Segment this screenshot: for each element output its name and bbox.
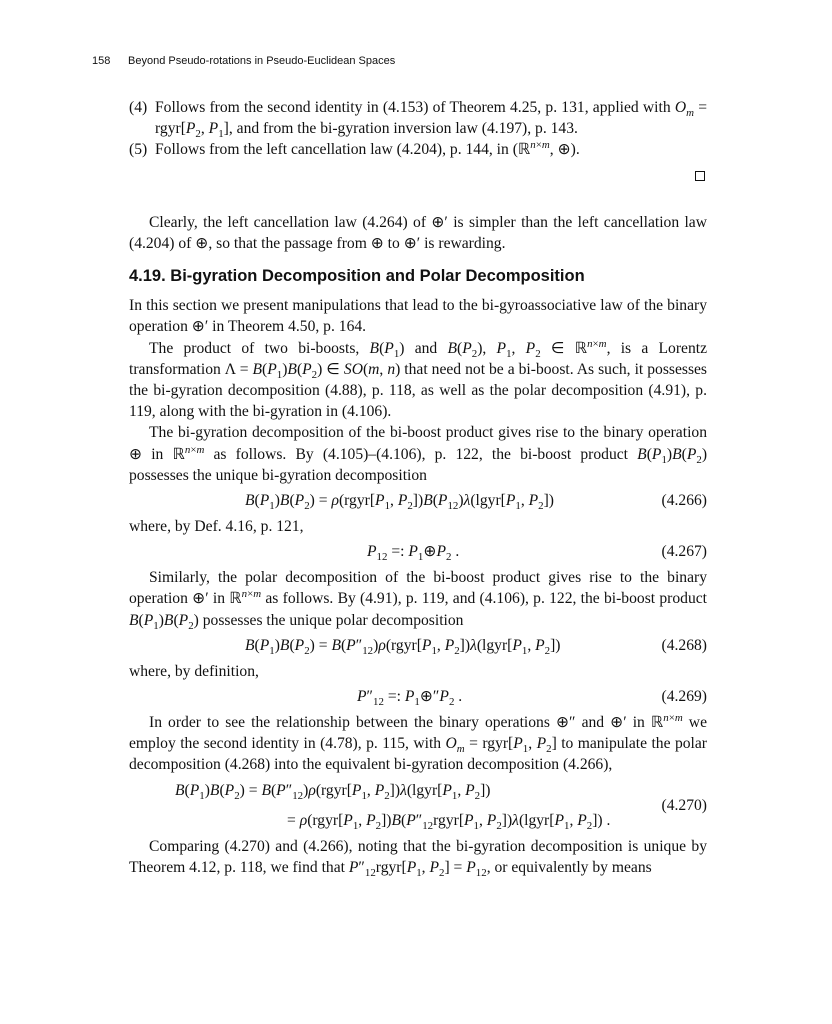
equation-expression: $B(P_1)B(P_2)$ = $B(P''_{12})\rho(rgyr[P_1$, $P_2])\lambda(lgyr[P_1$, $P_2$]) <box>245 636 561 657</box>
proof-item-4: (4) Follows from the second identity in (4.153) of Theorem 4.25, p. 131, applied with $O_m$ = $rgyr[P_2$, $P_1$], and from the bi-gyration inversion law (4.197), p. 143. <box>129 99 708 141</box>
paragraph-2: The product of two bi-boosts, $B(P_1)$ and $B(P_2)$, $P_1$, $P_2$ ∈ ℝ$^{n\times m}$, is a Lorentz transformation $\Lambda = B(P_1)B(P_2)$ ∈ SO(m, n) that need not be a bi-boost. As such, it possesses the bi-gyration decomposition (4.88), p. 118, as well as the polar decomposition (4.91), p. 119, along with the bi-gyration in (4.106). <box>129 337 708 421</box>
equation-line-1: $B(P_1)B(P_2)$ = $B(P''_{12})\rho(rgyr[P_1$, $P_2])\lambda(lgyr[P_1$, $P_2$]) <box>175 781 491 802</box>
page-number: 158 <box>92 55 111 67</box>
equation-4-267 <box>129 537 707 567</box>
section-heading <box>129 266 707 287</box>
item-label: (5) <box>129 141 148 159</box>
equation-number: (4.267) <box>661 543 707 561</box>
paragraph-4: where, by Def. 4.16, p. 121, <box>129 518 304 536</box>
paragraph-3: The bi-gyration decomposition of the bi-boost product gives rise to the binary operation ⊕ in ℝ$^{n\times m}$ as follows. By (4.105)–(4.106), p. 122, the bi-boost product $B(P_1)B(P_2)$ possesses the unique bi-gyration decomposition <box>129 424 708 484</box>
equation-expression: $P''_{12}$ =: $P_1\oplus''P_2$ . <box>357 688 463 709</box>
paragraph-7: In order to see the relationship between the binary operations ⊕″ and ⊕′ in ℝ$^{n\times m}$ we employ the second identity in (4.78), p. 115, with $O_m$ = $rgyr[P_1$, $P_2$] to manipulate the polar decomposition (4.268) into the equivalent bi-gyration decomposition (4.266), <box>129 711 708 774</box>
proof-item-5: (5) Follows from the left cancellation law (4.204), p. 144, in (ℝ$^{n\times m}$, ⊕). <box>129 139 707 160</box>
equation-number: (4.269) <box>661 688 707 706</box>
equation-number: (4.268) <box>661 636 707 654</box>
equation-4-270 <box>129 776 707 836</box>
qed-line <box>129 161 707 191</box>
equation-line-2: = $\rho(rgyr[P_1$, $P_2])B(P''_{12}rgyr[P_1$, $P_2])\lambda(lgyr[P_1$, $P_2$]) . <box>287 811 611 832</box>
equation-4-268 <box>129 631 707 661</box>
item-label: (4) <box>129 99 148 116</box>
page-body <box>129 97 707 878</box>
equation-4-266 <box>129 486 707 516</box>
equation-number: (4.270) <box>661 796 707 814</box>
paragraph-intro: Clearly, the left cancellation law (4.264) of ⊕′ is simpler than the left cancellation law (4.204) of ⊕, so that the passage from ⊕ to ⊕′ is rewarding. <box>129 213 707 252</box>
equation-4-269 <box>129 682 707 712</box>
running-title: Beyond Pseudo-rotations in Pseudo-Euclidean Spaces <box>128 55 396 67</box>
paragraph-5: Similarly, the polar decomposition of the bi-boost product gives rise to the binary operation ⊕′ in ℝ$^{n\times m}$ as follows. By (4.91), p. 119, and (4.106), p. 122, the bi-boost product $B(P_1)B(P_2)$ possesses the unique polar decomposition <box>129 569 707 632</box>
paragraph-8: Comparing (4.270) and (4.266), noting that the bi-gyration decomposition is unique by Theorem 4.12, p. 118, we find that $P''_{12}rgyr[P_1$, $P_2] = P_{12}$, or equivalently by means <box>129 837 707 879</box>
qed-box-icon <box>695 171 705 181</box>
equation-expression: $P_{12}$ =: $P_1\oplus P_2$ . <box>367 543 460 564</box>
equation-expression: $B(P_1)B(P_2)$ = $\rho(rgyr[P_1$, $P_2])B(P_{12})\lambda(lgyr[P_1$, $P_2$]) <box>245 492 554 513</box>
paragraph-1: In this section we present manipulations that lead to the bi-gyroassociative law of the binary operation ⊕′ in Theorem 4.50, p. 164. <box>129 297 707 336</box>
equation-number: (4.266) <box>661 492 707 510</box>
running-header <box>92 55 395 67</box>
section-number: 4.19. <box>129 267 166 286</box>
section-title: Bi-gyration Decomposition and Polar Decomposition <box>170 267 585 286</box>
paragraph-6: where, by definition, <box>129 662 259 680</box>
